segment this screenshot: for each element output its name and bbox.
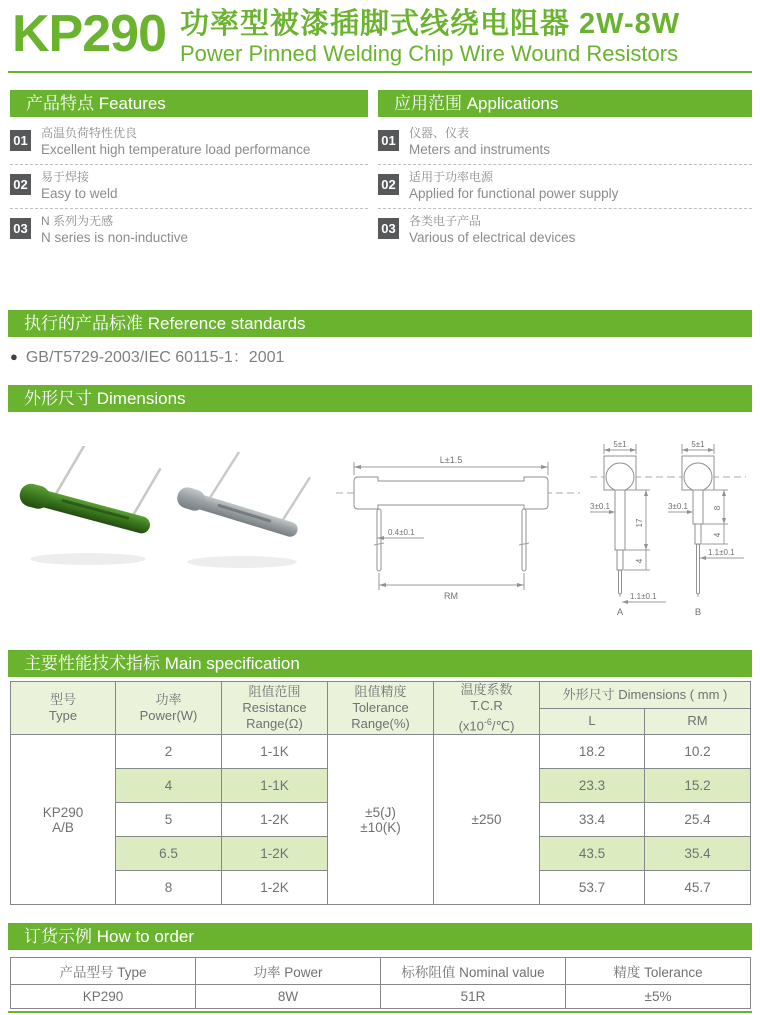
- item-text-en: Applied for functional power supply: [409, 186, 619, 201]
- standards-section-header: 执行的产品标准 Reference standards: [8, 310, 752, 337]
- spec-type-cell: KP290 A/B: [11, 735, 116, 905]
- spec-power: 5: [116, 803, 222, 837]
- item-text-en: Easy to weld: [41, 186, 118, 201]
- item-number-badge: 01: [10, 130, 31, 151]
- features-list: [10, 124, 368, 252]
- spec-L: 18.2: [540, 735, 645, 769]
- header-titles: [180, 4, 680, 67]
- page-subtitle: Power Pinned Welding Chip Wire Wound Resistors: [180, 41, 679, 66]
- spec-tcr-cell: ±250: [434, 735, 540, 905]
- header: [12, 4, 680, 67]
- spec-col-L: L: [540, 708, 645, 735]
- view-label-a: A: [616, 607, 624, 618]
- dim-label-steplen-a: 4: [635, 558, 644, 564]
- page-title: 功率型被漆插脚式线绕电阻器 2W-8W: [180, 8, 681, 40]
- table-row: [11, 985, 751, 1009]
- spec-L: 23.3: [540, 769, 645, 803]
- table-row: [11, 735, 751, 769]
- dimension-drawing-side-view: [332, 437, 584, 617]
- spec-col-resistance: 阻值范围 Resistance Range(Ω): [222, 682, 328, 735]
- dim-label-lead-b: 3±0.1: [668, 502, 688, 511]
- dim-label-tip-a: 1.1±0.1: [630, 592, 657, 601]
- spec-table: [10, 681, 751, 905]
- item-text-en: Excellent high temperature load performance: [41, 142, 311, 157]
- product-model: KP290: [12, 5, 166, 63]
- order-val-power: 8W: [196, 985, 381, 1009]
- dim-label-bodylen-b: 8: [713, 505, 722, 511]
- order-col-power: 功率 Power: [196, 958, 381, 985]
- list-item: [10, 168, 368, 209]
- item-number-badge: 02: [378, 174, 399, 195]
- dim-label-lead-thickness: 0.4±0.1: [388, 528, 415, 537]
- header-divider: [8, 71, 752, 73]
- dimension-drawing-view-b: [666, 438, 748, 618]
- spec-range: 1-2K: [222, 803, 328, 837]
- order-val-tolerance: ±5%: [566, 985, 751, 1009]
- spec-range: 1-1K: [222, 769, 328, 803]
- dim-label-lead-a: 3±0.1: [590, 502, 610, 511]
- spec-col-RM: RM: [645, 708, 751, 735]
- standards-value-line: [10, 344, 284, 367]
- order-val-type: KP290: [11, 985, 196, 1009]
- spec-range: 1-2K: [222, 837, 328, 871]
- dim-label-width-b: 5±1: [691, 440, 705, 449]
- spec-col-tolerance: 阻值精度 Tolerance Range(%): [328, 682, 434, 735]
- spec-RM: 10.2: [645, 735, 751, 769]
- dim-label-tip-b: 1.1±0.1: [708, 548, 735, 557]
- spec-L: 53.7: [540, 871, 645, 905]
- order-col-tolerance: 精度 Tolerance: [566, 958, 751, 985]
- item-text-en: Meters and instruments: [409, 142, 551, 157]
- spec-power: 8: [116, 871, 222, 905]
- dim-label-pitch: RM: [444, 591, 458, 601]
- spec-col-tcr: 温度系数 T.C.R $(x10^{-6}/℃)$: [434, 682, 540, 735]
- order-col-nominal: 标称阻值 Nominal value: [381, 958, 566, 985]
- dim-label-width-a: 5±1: [613, 440, 627, 449]
- item-text-zh: 仪器、仪表: [409, 126, 470, 140]
- spec-col-power: 功率 Power(W): [116, 682, 222, 735]
- view-label-b: B: [694, 607, 702, 618]
- dim-label-bodylen-a: 17: [635, 518, 644, 528]
- spec-power: 2: [116, 735, 222, 769]
- item-text-zh: 易于焊接: [41, 170, 90, 184]
- dim-label-length: L±1.5: [439, 455, 463, 465]
- table-row: [11, 958, 751, 985]
- item-text-zh: 高温负荷特性优良: [41, 126, 138, 140]
- dimensions-section-header: 外形尺寸 Dimensions: [8, 385, 752, 412]
- item-number-badge: 01: [378, 130, 399, 151]
- spec-power: 6.5: [116, 837, 222, 871]
- order-section-header: 订货示例 How to order: [8, 923, 752, 950]
- applications-list: [378, 124, 752, 252]
- item-text-en: N series is non-inductive: [41, 230, 189, 245]
- applications-section-header: 应用范围 Applications: [378, 90, 752, 117]
- spec-L: 43.5: [540, 837, 645, 871]
- spec-col-dimensions: 外形尺寸 Dimensions ( mm ): [540, 682, 751, 709]
- spec-range: 1-2K: [222, 871, 328, 905]
- list-item: [10, 212, 368, 252]
- item-text-zh: 适用于功率电源: [409, 170, 494, 184]
- spec-RM: 45.7: [645, 871, 751, 905]
- spec-col-type: 型号 Type: [11, 682, 116, 735]
- resistor-photo-gray: [170, 452, 315, 574]
- item-text-zh: 各类电子产品: [409, 214, 482, 228]
- list-item: [10, 124, 368, 165]
- order-table: [10, 957, 751, 1009]
- dim-label-steplen-b: 4: [713, 532, 722, 538]
- spec-tolerance-cell: ±5(J) ±10(K): [328, 735, 434, 905]
- spec-L: 33.4: [540, 803, 645, 837]
- spec-power: 4: [116, 769, 222, 803]
- list-item: [378, 168, 752, 209]
- item-number-badge: 03: [10, 218, 31, 239]
- spec-RM: 15.2: [645, 769, 751, 803]
- list-item: [378, 212, 752, 252]
- order-col-type: 产品型号 Type: [11, 958, 196, 985]
- spec-section-header: 主要性能技术指标 Main specification: [8, 650, 752, 677]
- standards-value: GB/T5729-2003/IEC 60115-1：2001: [25, 349, 285, 366]
- order-val-nominal: 51R: [381, 985, 566, 1009]
- item-text-zh: N 系列为无感: [41, 214, 114, 228]
- features-section-header: 产品特点 Features: [10, 90, 368, 117]
- item-text-en: Various of electrical devices: [409, 230, 576, 245]
- item-number-badge: 03: [378, 218, 399, 239]
- item-number-badge: 02: [10, 174, 31, 195]
- resistor-photo-green: [12, 446, 164, 574]
- spec-RM: 35.4: [645, 837, 751, 871]
- page-bottom-divider: [8, 1011, 752, 1013]
- spec-range: 1-1K: [222, 735, 328, 769]
- list-item: [378, 124, 752, 165]
- bullet-icon: ●: [10, 349, 18, 364]
- dimension-drawing-view-a: [588, 438, 670, 618]
- spec-RM: 25.4: [645, 803, 751, 837]
